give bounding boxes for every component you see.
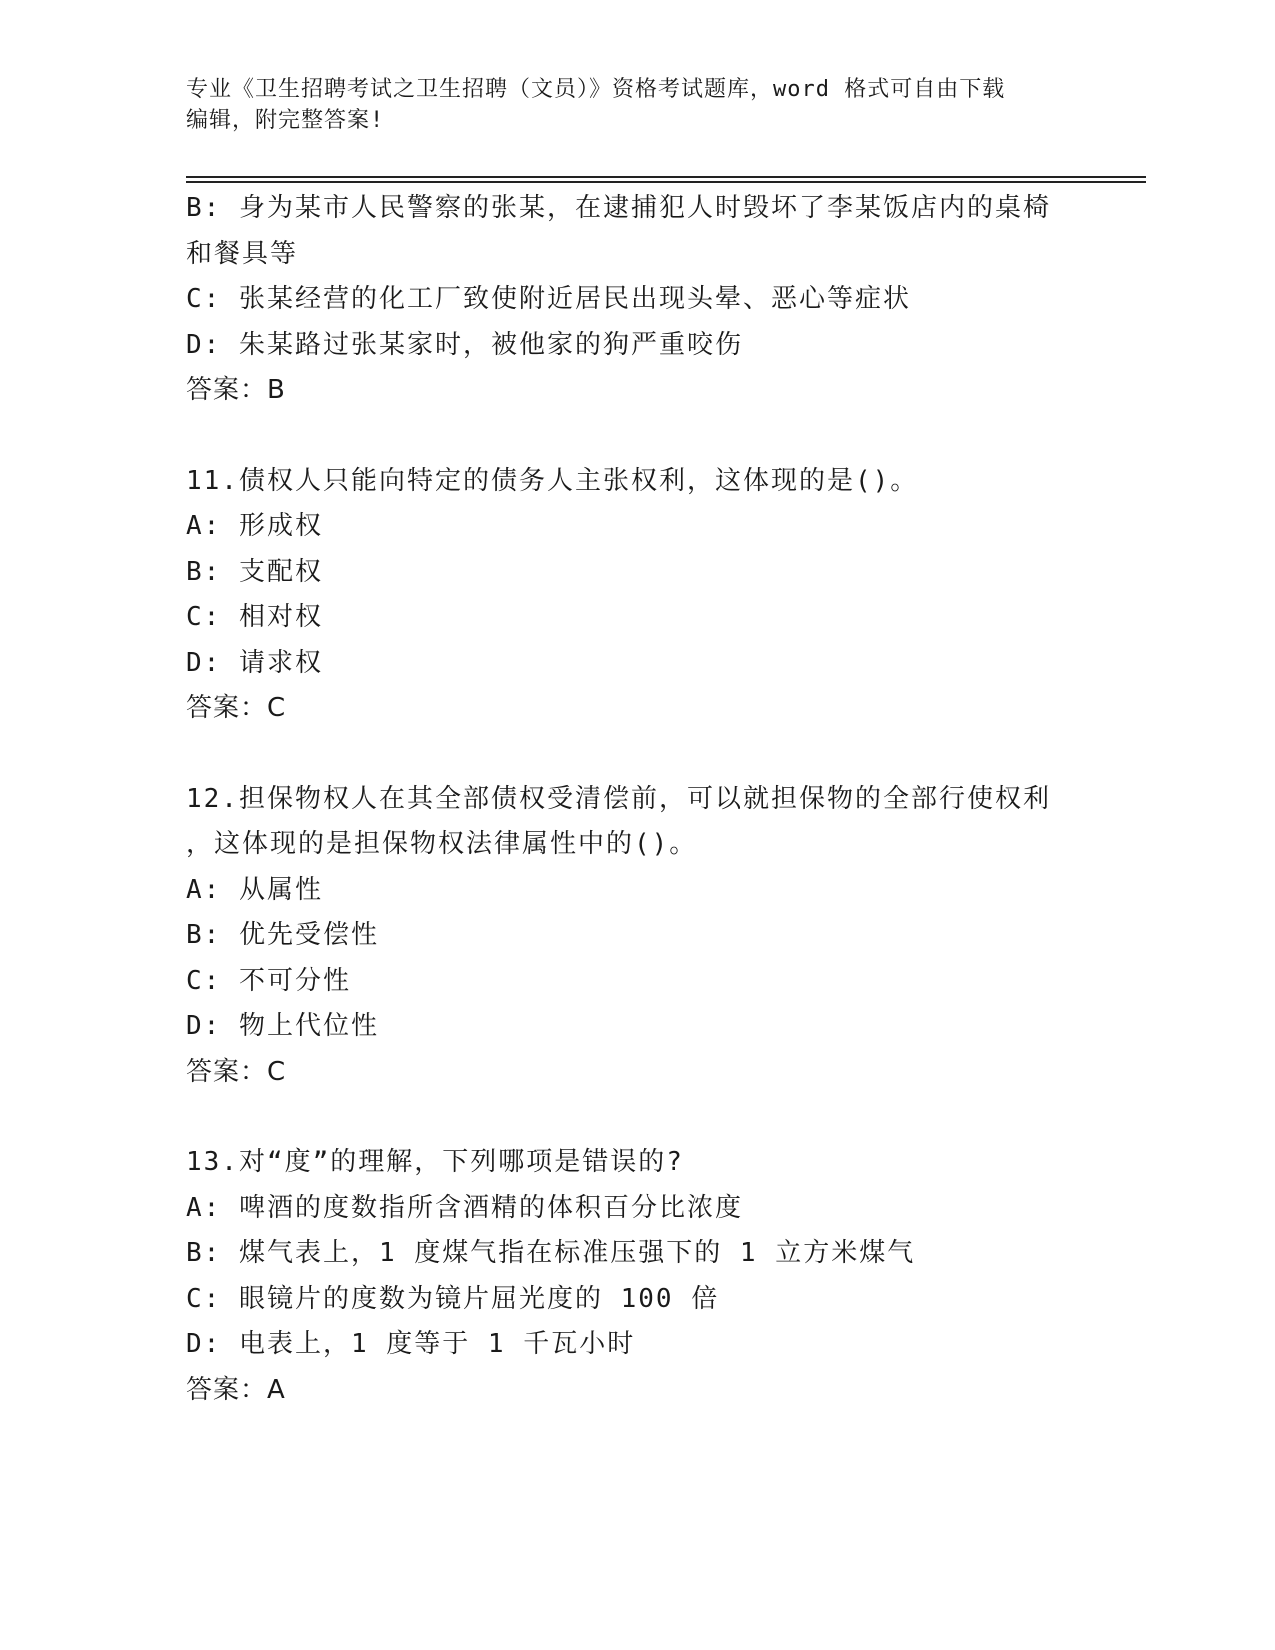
spacer	[186, 414, 1086, 459]
header-line-1: 专业《卫生招聘考试之卫生招聘（文员）》资格考试题库，word 格式可自由下载	[186, 77, 1006, 102]
question-11	[186, 459, 1086, 732]
option-a: A: 形成权	[186, 511, 323, 541]
question-stem: 13.对“度”的理解，下列哪项是错误的?	[186, 1147, 684, 1177]
header-divider-bottom	[186, 181, 1146, 183]
spacer	[186, 732, 1086, 777]
option-c: C: 眼镜片的度数为镜片屈光度的 100 倍	[186, 1283, 720, 1314]
question-stem: 11.债权人只能向特定的债务人主张权利，这体现的是()。	[186, 465, 919, 496]
header-line-2: 编辑，附完整答案!	[186, 108, 385, 133]
option-d: D: 朱某路过张某家时，被他家的狗严重咬伤	[186, 329, 743, 360]
answer-line: 答案：C	[186, 693, 287, 723]
option-c: C: 相对权	[186, 602, 323, 632]
option-d: D: 电表上，1 度等于 1 千瓦小时	[186, 1329, 636, 1359]
header-divider-top	[186, 176, 1146, 178]
document-header	[186, 74, 1066, 136]
answer-line: 答案：A	[186, 1374, 286, 1405]
question-stem: 12.担保物权人在其全部债权受清偿前，可以就担保物的全部行使权利	[186, 783, 1051, 814]
answer-line: 答案：C	[186, 1056, 287, 1087]
question-13	[186, 1140, 1086, 1413]
option-c: C: 不可分性	[186, 965, 351, 996]
option-b: B: 煤气表上，1 度煤气指在标准压强下的 1 立方米煤气	[186, 1238, 916, 1268]
option-a: A: 从属性	[186, 874, 323, 905]
question-12	[186, 777, 1086, 1096]
option-b-line-2: 和餐具等	[186, 238, 299, 269]
option-d: D: 物上代位性	[186, 1011, 379, 1041]
question-stem-continued: ，这体现的是担保物权法律属性中的()。	[186, 829, 698, 859]
option-b: B: 优先受偿性	[186, 920, 379, 950]
option-b: B: 支配权	[186, 556, 323, 587]
option-a: A: 啤酒的度数指所含酒精的体积百分比浓度	[186, 1192, 743, 1223]
spacer	[186, 1095, 1086, 1140]
answer-line: 答案：B	[186, 375, 286, 405]
option-c: C: 张某经营的化工厂致使附近居民出现头晕、恶心等症状	[186, 284, 911, 314]
prev-question-block	[186, 186, 1086, 414]
option-b-line-1: B: 身为某市人民警察的张某，在逮捕犯人时毁坏了李某饭店内的桌椅	[186, 193, 1051, 223]
question-content	[186, 186, 1086, 1413]
option-d: D: 请求权	[186, 647, 323, 678]
